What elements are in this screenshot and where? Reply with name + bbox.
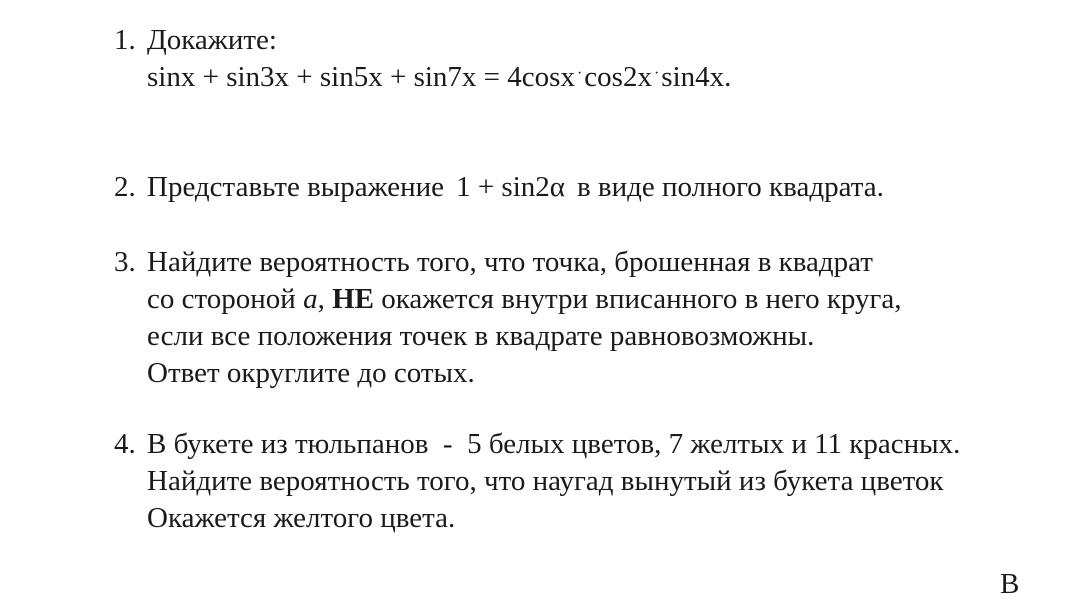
task-3-line-4: Ответ округлите до сотых. [147, 357, 475, 389]
task-3-text-2b: окажется внутри вписанного в него круга, [381, 283, 902, 315]
task-3-number: 3. [114, 246, 136, 278]
multiplication-dot: · [576, 65, 583, 82]
task-4 [114, 426, 960, 537]
multiplication-dot: · [653, 65, 660, 82]
task-2-expression: 1 + sin2α [456, 171, 565, 203]
task-3-line-2 [114, 281, 902, 318]
task-3-text-1: Найдите вероятность того, что точка, брошенная в квадрат [147, 246, 873, 278]
task-4-line-3: Окажется желтого цвета. [147, 502, 456, 534]
task-2-line [114, 169, 884, 206]
task-3-line-3: если все положения точек в квадрате равновозможны. [147, 320, 815, 352]
task-1-equation-mid: cos2x [584, 61, 652, 93]
task-1 [114, 22, 731, 100]
task-4-line-2: Найдите вероятность того, что наугад вынутый из букета цветок [147, 465, 944, 497]
task-2-text-b: в виде полного квадрата. [576, 171, 884, 203]
task-3-line-1 [114, 244, 902, 281]
task-1-heading: Докажите: [147, 24, 277, 56]
task-3-comma: , [317, 283, 325, 315]
task-4-line-1 [114, 426, 960, 463]
task-4-text-1: В букете из тюльпанов - 5 белых цветов, 7 желтых и 11 красных. [147, 428, 961, 460]
task-3-text-2a: со стороной [147, 283, 296, 315]
task-2-text-a: Представьте выражение [147, 171, 445, 203]
task-1-equation-end: sin4x. [661, 61, 732, 93]
cut-off-text-fragment: В [1000, 568, 1020, 600]
task-1-heading-line [114, 22, 731, 59]
task-2 [114, 169, 884, 206]
task-2-number: 2. [114, 171, 136, 203]
task-4-number: 4. [114, 428, 136, 460]
task-1-equation-lhs: sinx + sin3x + sin5x + sin7x = 4cosx [147, 61, 575, 93]
task-3-variable: a [303, 283, 318, 315]
task-3-emphasis: НЕ [332, 283, 374, 315]
task-3 [114, 244, 902, 392]
task-1-number: 1. [114, 24, 136, 56]
task-1-equation [114, 59, 731, 100]
